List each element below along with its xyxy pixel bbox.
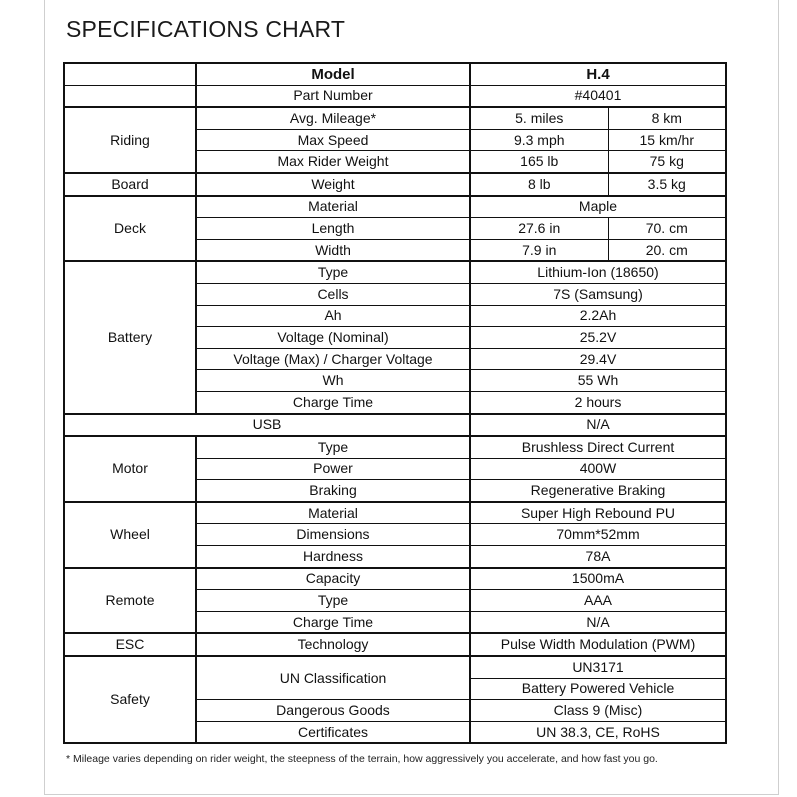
param-label: Dangerous Goods: [196, 700, 470, 722]
group-safety: Safety: [64, 656, 196, 743]
param-label: Type: [196, 436, 470, 458]
value-metric: 70. cm: [608, 218, 726, 240]
page-title: SPECIFICATIONS CHART: [66, 16, 346, 42]
param-value: UN 38.3, CE, RoHS: [470, 721, 726, 743]
param-label: Braking: [196, 480, 470, 502]
param-label: Weight: [196, 173, 470, 196]
param-label: Material: [196, 196, 470, 218]
param-label: Wh: [196, 370, 470, 392]
param-value: UN3171: [470, 656, 726, 678]
table-header-row: [64, 63, 726, 85]
param-value: AAA: [470, 590, 726, 612]
value-imperial: 7.9 in: [470, 239, 608, 261]
param-value: Super High Rebound PU: [470, 502, 726, 524]
footnote: * Mileage varies depending on rider weight, the steepness of the terrain, how aggressively you accelerate, and how fast you go.: [66, 753, 658, 765]
header-model-cell: Model: [196, 63, 470, 85]
value-metric: 75 kg: [608, 151, 726, 173]
param-label: Hardness: [196, 546, 470, 568]
param-value: N/A: [470, 611, 726, 633]
param-label: Material: [196, 502, 470, 524]
group-riding: Riding: [64, 107, 196, 173]
param-label: Width: [196, 239, 470, 261]
table-row-board-weight: [64, 173, 726, 196]
param-label: Avg. Mileage*: [196, 107, 470, 129]
value-metric: 3.5 kg: [608, 173, 726, 196]
param-label: Voltage (Nominal): [196, 327, 470, 349]
group-board: Board: [64, 173, 196, 196]
param-label: Part Number: [196, 85, 470, 107]
param-value: Regenerative Braking: [470, 480, 726, 502]
value-imperial: 8 lb: [470, 173, 608, 196]
value-imperial: 165 lb: [470, 151, 608, 173]
header-blank-cell: [64, 63, 196, 85]
specifications-table: [63, 62, 727, 744]
param-value: Battery Powered Vehicle: [470, 678, 726, 700]
param-label: Type: [196, 590, 470, 612]
table-row-part-number: [64, 85, 726, 107]
param-label: Power: [196, 458, 470, 480]
table-row-battery-type: [64, 261, 726, 283]
param-value: 400W: [470, 458, 726, 480]
param-label: Certificates: [196, 721, 470, 743]
param-label: Capacity: [196, 568, 470, 590]
param-label: Voltage (Max) / Charger Voltage: [196, 348, 470, 370]
value-metric: 20. cm: [608, 239, 726, 261]
param-value: 2.2Ah: [470, 305, 726, 327]
param-value: 70mm*52mm: [470, 524, 726, 546]
table-row-deck-material: [64, 196, 726, 218]
param-label: Length: [196, 218, 470, 240]
param-value: Maple: [470, 196, 726, 218]
param-label: Charge Time: [196, 391, 470, 413]
param-value: 2 hours: [470, 391, 726, 413]
param-value: N/A: [470, 414, 726, 437]
value-metric: 15 km/hr: [608, 129, 726, 151]
table-row-esc: [64, 633, 726, 656]
table-row-remote-capacity: [64, 568, 726, 590]
value-imperial: 9.3 mph: [470, 129, 608, 151]
usb-label: USB: [64, 414, 470, 437]
param-value: 25.2V: [470, 327, 726, 349]
param-value: Pulse Width Modulation (PWM): [470, 633, 726, 656]
param-value: Lithium-Ion (18650): [470, 261, 726, 283]
group-wheel: Wheel: [64, 502, 196, 568]
param-value: 55 Wh: [470, 370, 726, 392]
param-value: Class 9 (Misc): [470, 700, 726, 722]
table-row-riding-mileage: [64, 107, 726, 129]
param-label: Charge Time: [196, 611, 470, 633]
param-label: Dimensions: [196, 524, 470, 546]
group-remote: Remote: [64, 568, 196, 634]
value-imperial: 5. miles: [470, 107, 608, 129]
table-row-safety-un-1: [64, 656, 726, 678]
value-metric: 8 km: [608, 107, 726, 129]
param-label: Ah: [196, 305, 470, 327]
table-row-wheel-material: [64, 502, 726, 524]
table-row-usb: [64, 414, 726, 437]
param-value: 78A: [470, 546, 726, 568]
param-label: Type: [196, 261, 470, 283]
table-row-motor-type: [64, 436, 726, 458]
param-label: UN Classification: [196, 656, 470, 700]
group-esc: ESC: [64, 633, 196, 656]
param-value: 29.4V: [470, 348, 726, 370]
param-label: Max Rider Weight: [196, 151, 470, 173]
param-value: Brushless Direct Current: [470, 436, 726, 458]
header-value-cell: H.4: [470, 63, 726, 85]
group-battery: Battery: [64, 261, 196, 413]
param-label: Technology: [196, 633, 470, 656]
param-label: Max Speed: [196, 129, 470, 151]
group-deck: Deck: [64, 196, 196, 262]
param-label: Cells: [196, 283, 470, 305]
group-motor: Motor: [64, 436, 196, 502]
group-cell-blank: [64, 85, 196, 107]
value-imperial: 27.6 in: [470, 218, 608, 240]
param-value: #40401: [470, 85, 726, 107]
param-value: 7S (Samsung): [470, 283, 726, 305]
param-value: 1500mA: [470, 568, 726, 590]
